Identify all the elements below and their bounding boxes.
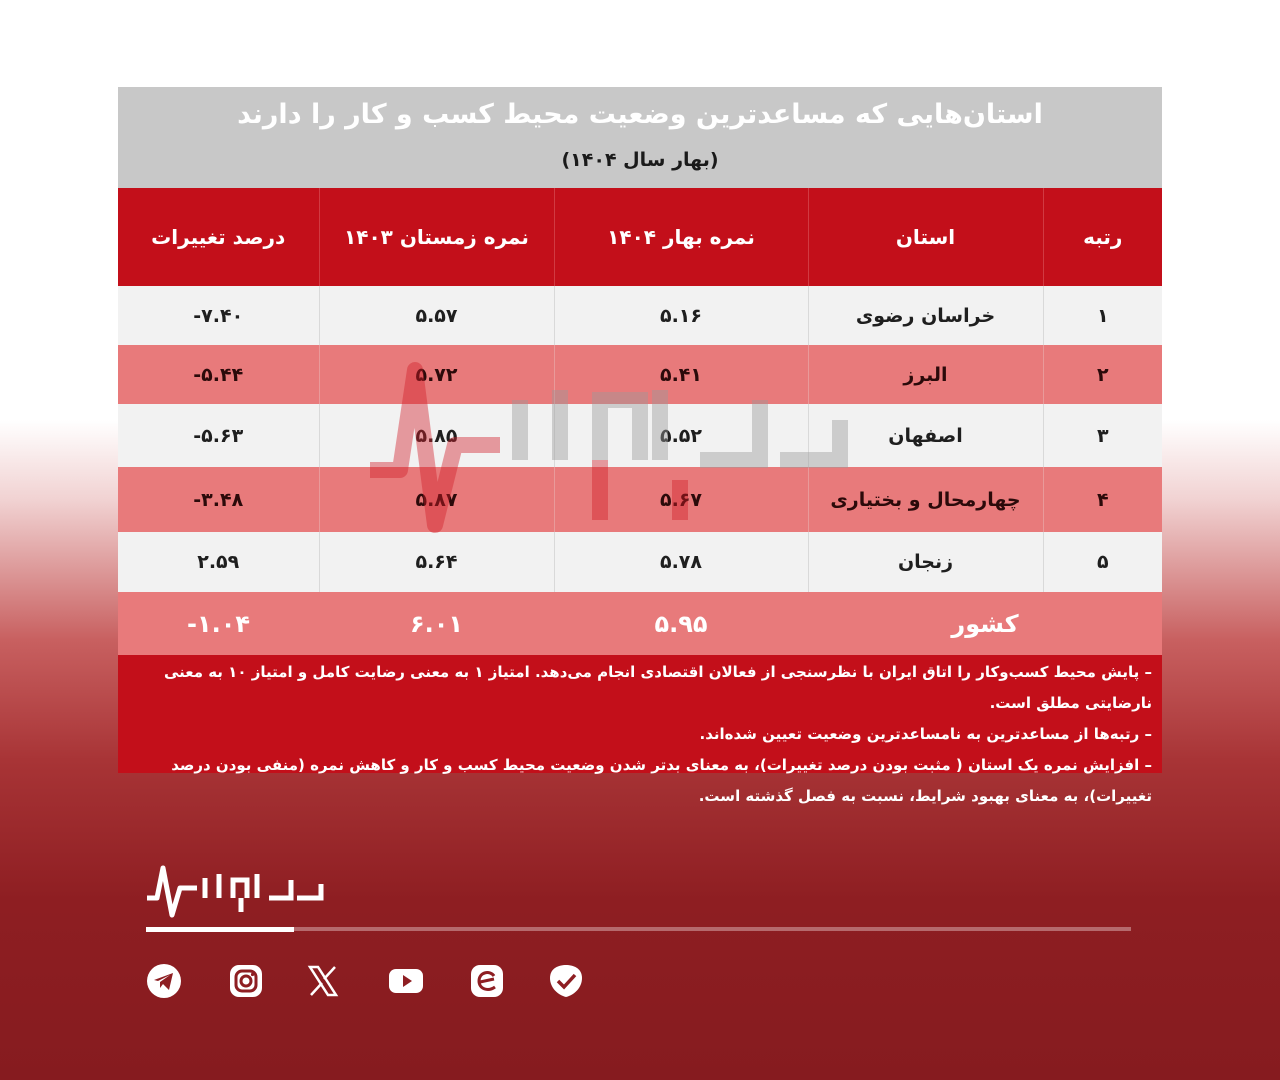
total-change-cell: -۱.۰۴ [118, 592, 319, 655]
winter-score-cell: ۵.۶۴ [319, 532, 554, 592]
social-links [0, 962, 1280, 1002]
total-spring-cell: ۵.۹۵ [554, 592, 808, 655]
total-label: کشور [808, 592, 1162, 655]
brand-logo-icon [145, 860, 335, 920]
change-cell: -۷.۴۰ [118, 286, 319, 345]
winter-score-cell: ۵.۷۲ [319, 345, 554, 404]
notes-box [118, 655, 1162, 805]
spring-score-cell: ۵.۶۷ [554, 467, 808, 532]
ranking-table [118, 188, 1162, 655]
rank-cell: ۴ [1043, 467, 1162, 532]
province-cell: اصفهان [808, 404, 1043, 467]
spring-score-cell: ۵.۴۱ [554, 345, 808, 404]
province-cell: چهارمحال و بختیاری [808, 467, 1043, 532]
table-row [118, 345, 1162, 404]
col-header-change: درصد تغییرات [118, 188, 319, 286]
page-subtitle: (بهار سال ۱۴۰۴) [561, 149, 719, 171]
rank-cell: ۳ [1043, 404, 1162, 467]
x-icon[interactable] [304, 962, 342, 1000]
youtube-icon[interactable] [387, 962, 425, 1000]
col-header-spring: نمره بهار ۱۴۰۴ [554, 188, 808, 286]
total-winter-cell: ۶.۰۱ [319, 592, 554, 655]
winter-score-cell: ۵.۸۵ [319, 404, 554, 467]
table-row [118, 286, 1162, 345]
divider-accent [146, 927, 294, 932]
rank-cell: ۵ [1043, 532, 1162, 592]
instagram-icon[interactable] [227, 962, 265, 1000]
table-row [118, 404, 1162, 467]
province-cell: خراسان رضوی [808, 286, 1043, 345]
col-header-winter: نمره زمستان ۱۴۰۳ [319, 188, 554, 286]
note-line: – پایش محیط کسب‌وکار را اتاق ایران با نظرسنجی از فعالان اقتصادی انجام می‌دهد. امتیاز ۱ به معنی رضایت کامل و امتیاز ۱۰ به معنی نارضایتی مطلق است. [163, 663, 1152, 712]
note-line: – افزایش نمره یک استان ( مثبت بودن درصد تغییرات)، به معنای بدتر شدن وضعیت محیط کسب و کار و کاهش نمره (منفی بودن درصد تغییرات)، به معنای بهبود شرایط، نسبت به فصل گذشته است. [171, 756, 1152, 805]
infographic-card [118, 87, 1162, 805]
change-cell: -۵.۴۴ [118, 345, 319, 404]
col-header-rank: رتبه [1043, 188, 1162, 286]
note-line: – رتبه‌ها از مساعدترین به نامساعدترین وضعیت تعیین شده‌اند. [699, 725, 1152, 743]
rank-cell: ۱ [1043, 286, 1162, 345]
footer-divider [146, 927, 1131, 931]
col-header-province: استان [808, 188, 1043, 286]
table-row [118, 467, 1162, 532]
change-cell: ۲.۵۹ [118, 532, 319, 592]
province-cell: زنجان [808, 532, 1043, 592]
total-row [118, 592, 1162, 655]
table-header-row [118, 188, 1162, 286]
winter-score-cell: ۵.۸۷ [319, 467, 554, 532]
change-cell: -۵.۶۳ [118, 404, 319, 467]
change-cell: -۳.۴۸ [118, 467, 319, 532]
page-title: استان‌هایی که مساعدترین وضعیت محیط کسب و کار را دارند [237, 99, 1043, 130]
spring-score-cell: ۵.۵۲ [554, 404, 808, 467]
title-box [118, 87, 1162, 188]
telegram-icon[interactable] [145, 962, 183, 1000]
spring-score-cell: ۵.۷۸ [554, 532, 808, 592]
bale-icon[interactable] [547, 962, 585, 1000]
winter-score-cell: ۵.۵۷ [319, 286, 554, 345]
province-cell: البرز [808, 345, 1043, 404]
rank-cell: ۲ [1043, 345, 1162, 404]
spring-score-cell: ۵.۱۶ [554, 286, 808, 345]
table-row [118, 532, 1162, 592]
eitaa-icon[interactable] [468, 962, 506, 1000]
